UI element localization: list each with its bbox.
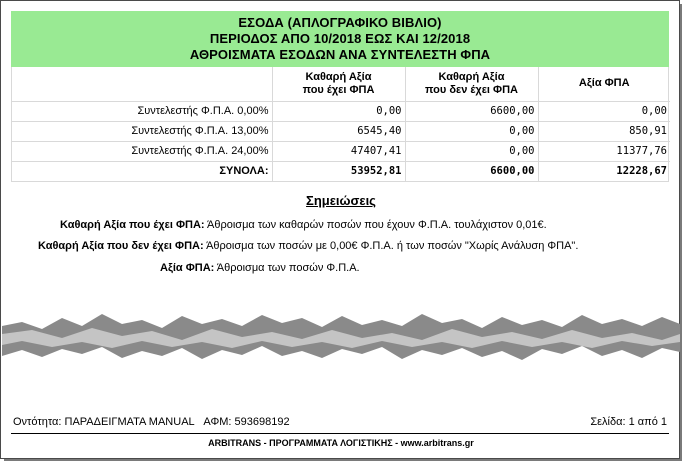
- vat-summary-table: [11, 67, 669, 182]
- note-item: [160, 262, 360, 274]
- row-label: Συντελεστής Φ.Π.Α. 24,00%: [12, 141, 272, 161]
- note-key: Αξία ΦΠΑ:: [160, 262, 215, 274]
- cell-with-vat: 47407,41: [272, 141, 405, 161]
- col-header-line2: που έχει ΦΠΑ: [302, 83, 375, 96]
- col-header-line2: που δεν έχει ΦΠΑ: [425, 83, 518, 96]
- col-header-vat: [538, 67, 670, 101]
- cell-without-vat: 0,00: [405, 121, 538, 141]
- total-vat: 12228,67: [538, 161, 670, 181]
- table-header-row: [12, 67, 670, 101]
- cell-with-vat: 6545,40: [272, 121, 405, 141]
- footer-brand: ARBITRANS - ΠΡΟΓΡΑΜΜΑΤΑ ΛΟΓΙΣΤΙΚΗΣ - www.arbitrans.gr: [208, 438, 474, 448]
- report-header: [11, 11, 669, 67]
- totals-label: ΣΥΝΟΛΑ:: [12, 161, 272, 181]
- note-text: Άθροισμα των ποσών με 0,00€ Φ.Π.Α. ή των ποσών "Χωρίς Ανάλυση ΦΠΑ".: [206, 240, 579, 252]
- note-item: [60, 219, 547, 231]
- note-item: [38, 240, 578, 252]
- footer-divider: [11, 433, 669, 434]
- totals-row: [12, 161, 670, 181]
- cell-vat: 0,00: [538, 101, 670, 121]
- note-key: Καθαρή Αξία που δεν έχει ΦΠΑ:: [38, 240, 204, 252]
- total-with-vat: 53952,81: [272, 161, 405, 181]
- table-border: [11, 67, 669, 182]
- col-header-line1: Καθαρή Αξία: [438, 70, 505, 83]
- report-title: ΕΣΟΔΑ (ΑΠΛΟΓΡΑΦΙΚΟ ΒΙΒΛΙΟ): [238, 15, 442, 30]
- total-without-vat: 6600,00: [405, 161, 538, 181]
- col-header-line1: Καθαρή Αξία: [305, 70, 372, 83]
- entity-name: ΠΑΡΑΔΕΙΓΜΑΤΑ MANUAL: [64, 416, 195, 428]
- col-header-with-vat: [272, 67, 405, 101]
- note-text: Άθροισμα των καθαρών ποσών που έχουν Φ.Π.Α. τουλάχιστον 0,01€.: [207, 219, 547, 231]
- row-label: Συντελεστής Φ.Π.Α. 0,00%: [12, 101, 272, 121]
- cell-with-vat: 0,00: [272, 101, 405, 121]
- report-subtitle: ΑΘΡΟΙΣΜΑΤΑ ΕΣΟΔΩΝ ΑΝΑ ΣΥΝΤΕΛΕΣΤΗ ΦΠΑ: [189, 47, 491, 62]
- header-label-cell: [12, 67, 272, 101]
- col-header-line1: Αξία ΦΠΑ: [578, 77, 630, 90]
- notes-title: Σημειώσεις: [306, 193, 376, 208]
- afm-label: ΑΦΜ:: [203, 416, 232, 428]
- report-period: ΠΕΡΙΟΔΟΣ ΑΠΟ 10/2018 ΕΩΣ ΚΑΙ 12/2018: [209, 31, 471, 46]
- table-row: [12, 101, 670, 121]
- footer-entity: [13, 416, 290, 428]
- page-number: Σελίδα: 1 από 1: [590, 416, 667, 428]
- row-label: Συντελεστής Φ.Π.Α. 13,00%: [12, 121, 272, 141]
- cell-without-vat: 0,00: [405, 141, 538, 161]
- afm-value: 593698192: [234, 416, 290, 428]
- cell-without-vat: 6600,00: [405, 101, 538, 121]
- table-row: [12, 141, 670, 161]
- entity-label: Οντότητα:: [13, 416, 62, 428]
- col-header-without-vat: [405, 67, 538, 101]
- page-tear-graphic: [2, 296, 680, 376]
- note-text: Άθροισμα των ποσών Φ.Π.Α.: [216, 262, 360, 274]
- cell-vat: 850,91: [538, 121, 670, 141]
- cell-vat: 11377,76: [538, 141, 670, 161]
- table-row: [12, 121, 670, 141]
- note-key: Καθαρή Αξία που έχει ΦΠΑ:: [60, 219, 205, 231]
